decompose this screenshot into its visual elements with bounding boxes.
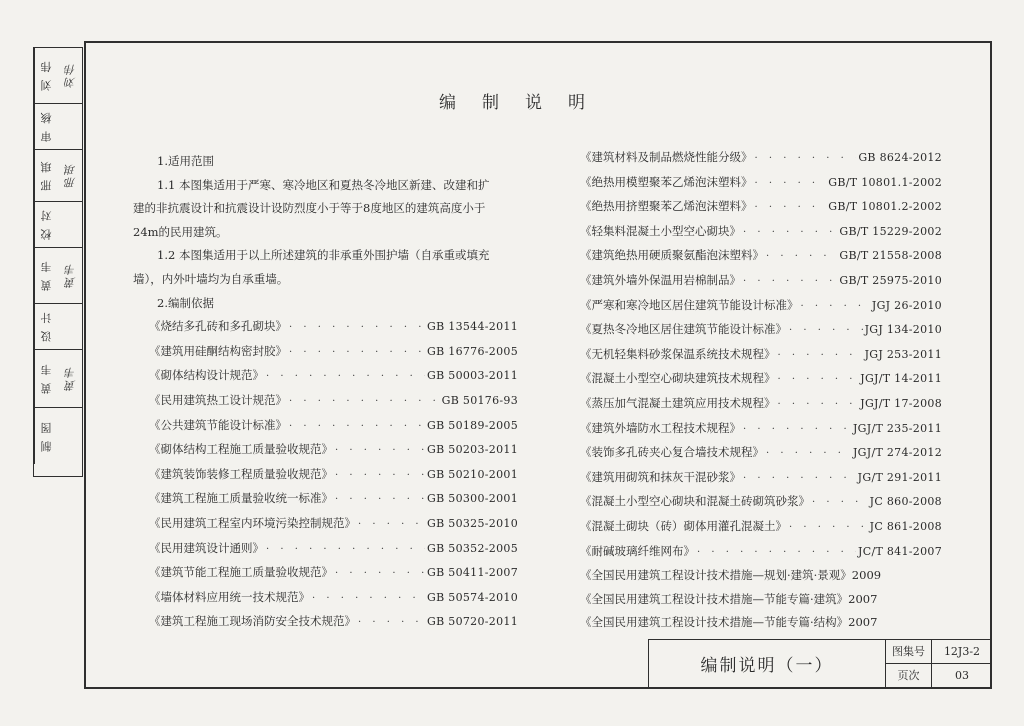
reference-name: 《无机轻集料砂浆保温系统技术规程》 (580, 346, 776, 361)
reference-item (133, 463, 518, 488)
reference-item (580, 490, 942, 515)
reference-code: GB 50720-2011 (427, 615, 518, 629)
reference-item (133, 537, 518, 562)
reference-name: 《混凝土小型空心砌块和混凝土砖砌筑砂浆》 (580, 494, 810, 509)
signature: 黄韦 (64, 262, 77, 289)
reference-code: GB 50003-2011 (427, 369, 518, 383)
signoff-role: 黄 韦 (34, 248, 59, 303)
reference-code: GB/T 15229-2002 (839, 224, 942, 238)
reference-item (133, 340, 518, 365)
reference-code: GB 50203-2011 (427, 443, 518, 457)
reference-code: GB 50176-93 (441, 393, 518, 407)
reference-item (580, 146, 942, 171)
reference-item (133, 487, 518, 512)
reference-name: 《绝热用挤塑聚苯乙烯泡沫塑料》 (580, 199, 753, 214)
reference-item (580, 515, 942, 540)
signoff-cell (34, 248, 82, 304)
leader-dots (755, 196, 827, 220)
reference-name: 《民用建筑工程室内环境污染控制规范》 (149, 515, 356, 530)
sheet-name: 编制说明（一） (649, 640, 886, 687)
reference-name: 《民用建筑热工设计规范》 (149, 392, 287, 407)
section-heading: 2.编制依据 (157, 295, 214, 310)
signoff-role: 刘 伟 (34, 48, 59, 103)
reference-item (580, 343, 942, 368)
reference-code: GB 50325-2010 (427, 516, 518, 530)
reference-item (580, 466, 942, 491)
leader-dots (755, 172, 827, 196)
reference-name: 《蒸压加气混凝土建筑应用技术规程》 (580, 395, 776, 410)
signature: 黄韦 (64, 365, 77, 392)
section-heading: 1.适用范围 (157, 154, 214, 168)
reference-item (133, 561, 518, 586)
page-title (0, 88, 1024, 113)
title-char: 说 (525, 93, 568, 113)
leader-dots (358, 611, 425, 635)
reference-item (580, 417, 942, 442)
reference-item (580, 294, 942, 319)
left-column (133, 150, 518, 635)
reference-item: 《全国民用建筑工程设计技术措施—节能专篇·建筑》2007 (580, 591, 878, 606)
reference-code: GB 50574-2010 (427, 590, 518, 604)
reference-list-left (133, 315, 518, 635)
leader-dots (335, 439, 425, 463)
signoff-role: 邢 琪 (34, 150, 59, 201)
reference-list-right (580, 146, 942, 564)
reference-name: 《混凝土小型空心砌块建筑技术规程》 (580, 371, 776, 386)
leader-dots (766, 245, 837, 269)
reference-name: 《烧结多孔砖和多孔砌块》 (149, 319, 287, 334)
leader-dots (289, 390, 440, 414)
reference-code: GB/T 21558-2008 (839, 249, 942, 263)
reference-name: 《混凝土砌块（砖）砌体用灌孔混凝土》 (580, 518, 787, 533)
atlas-value: 12J3-2 (932, 640, 992, 664)
reference-code: GB/T 10801.2-2002 (828, 200, 942, 214)
right-column (580, 146, 942, 635)
reference-code: JGJ/T 14-2011 (860, 372, 942, 386)
reference-name: 《严寒和寒冷地区居住建筑节能设计标准》 (580, 297, 799, 312)
page-label: 页次 (886, 664, 932, 688)
leader-dots (697, 541, 856, 565)
reference-code: GB 50210-2001 (427, 467, 518, 481)
reference-name: 《民用建筑设计通则》 (149, 540, 264, 555)
leader-dots (358, 513, 425, 537)
title-block-grid (886, 640, 992, 687)
reference-item (580, 367, 942, 392)
leader-dots (778, 344, 863, 368)
reference-item (580, 171, 942, 196)
reference-item: 《全国民用建筑工程设计技术措施—节能专篇·结构》2007 (580, 615, 878, 630)
reference-item (133, 315, 518, 340)
reference-code: JGJ/T 17-2008 (860, 396, 942, 410)
reference-code: GB 13544-2011 (427, 320, 518, 334)
leader-dots (801, 295, 870, 319)
signoff-cell (34, 202, 82, 248)
reference-item (133, 389, 518, 414)
reference-name: 《建筑用硅酮结构密封胶》 (149, 343, 287, 358)
reference-item (580, 195, 942, 220)
signature (59, 408, 82, 464)
reference-code: GB 50411-2007 (427, 566, 518, 580)
reference-item (133, 586, 518, 611)
reference-name: 《建筑外墙外保温用岩棉制品》 (580, 272, 741, 287)
leader-dots (789, 516, 868, 540)
leader-dots (743, 467, 856, 491)
signoff-cell (34, 304, 82, 350)
leader-dots (266, 538, 425, 562)
reference-code: JGJ 253-2011 (864, 347, 942, 361)
reference-name: 《装饰多孔砖夹心复合墙技术规程》 (580, 445, 764, 460)
reference-name: 《建筑节能工程施工质量验收规范》 (149, 565, 333, 580)
reference-code: JC/T 841-2007 (858, 544, 942, 558)
reference-name: 《建筑工程施工质量验收统一标准》 (149, 491, 333, 506)
signoff-role: 黄 韦 (34, 350, 59, 407)
signature: 邢琪 (64, 162, 77, 189)
reference-code: GB 50189-2005 (427, 418, 518, 432)
signoff-role: 制 图 (34, 408, 59, 464)
reference-code: GB/T 25975-2010 (839, 273, 942, 287)
reference-name: 《建筑绝热用硬质聚氨酯泡沫塑料》 (580, 248, 764, 263)
paragraph-line: 墙），内外叶墙均为自承重墙。 (133, 271, 289, 286)
reference-name: 《建筑装饰装修工程质量验收规范》 (149, 466, 333, 481)
reference-name: 《夏热冬冷地区居住建筑节能设计标准》 (580, 322, 787, 337)
leader-dots (335, 562, 425, 586)
reference-item (580, 441, 942, 466)
reference-item (580, 392, 942, 417)
signature (59, 304, 82, 349)
leader-dots (289, 316, 425, 340)
signature: 刘伟 (64, 62, 77, 89)
reference-item (133, 364, 518, 389)
signoff-role: 审 核 (34, 104, 59, 149)
reference-code: JGJ 134-2010 (864, 323, 942, 337)
signoff-role: 校 对 (34, 202, 59, 247)
reference-name: 《公共建筑节能设计标准》 (149, 417, 287, 432)
leader-dots (778, 368, 859, 392)
reference-item (133, 610, 518, 635)
reference-code: GB 8624-2012 (858, 151, 942, 164)
leader-dots (312, 587, 425, 611)
signoff-role: 设 计 (34, 304, 59, 349)
reference-name: 《建筑外墙防水工程技术规程》 (580, 420, 741, 435)
signoff-cell (34, 150, 82, 202)
title-char: 明 (568, 93, 611, 113)
reference-item (580, 318, 942, 343)
signoff-cell (34, 350, 82, 408)
reference-name: 《墙体材料应用统一技术规范》 (149, 589, 310, 604)
reference-item (133, 438, 518, 463)
leader-dots (778, 393, 859, 417)
reference-name: 《耐碱玻璃纤维网布》 (580, 543, 695, 558)
leader-dots (335, 464, 425, 488)
reference-item (133, 414, 518, 439)
leader-dots (289, 415, 425, 439)
reference-code: JC 860-2008 (869, 495, 942, 509)
reference-code: GB 50300-2001 (427, 492, 518, 506)
leader-dots (743, 221, 837, 245)
reference-code: JGJ 26-2010 (871, 298, 942, 312)
paragraph-line: 建的非抗震设计和抗震设计设防烈度小于等于8度地区的建筑高度小于 (133, 201, 486, 216)
reference-code: JG/T 291-2011 (857, 470, 942, 484)
reference-name: 《建筑用砌筑和抹灰干混砂浆》 (580, 469, 741, 484)
leader-dots (812, 491, 868, 515)
title-char: 编 (439, 93, 482, 113)
reference-item: 《全国民用建筑工程设计技术措施—规划·建筑·景观》2009 (580, 568, 882, 583)
leader-dots (743, 418, 851, 442)
reference-name: 《砌体结构设计规范》 (149, 368, 264, 383)
title-block (648, 639, 992, 687)
paragraph-line: 1.1 本图集适用于严寒、寒冷地区和夏热冬冷地区新建、改建和扩 (157, 177, 490, 192)
title-char: 制 (482, 93, 525, 113)
reference-name: 《砌体结构工程施工质量验收规范》 (149, 442, 333, 457)
reference-code: GB 16776-2005 (427, 344, 518, 358)
paragraph-line: 24m的民用建筑。 (133, 224, 228, 239)
leader-dots (766, 442, 851, 466)
leader-dots (335, 488, 425, 512)
reference-code: JC 861-2008 (869, 519, 942, 533)
page-value: 03 (955, 668, 969, 682)
reference-name: 《建筑工程施工现场消防安全技术规范》 (149, 614, 356, 629)
reference-code: JGJ/T 274-2012 (852, 446, 942, 460)
reference-item (133, 512, 518, 537)
leader-dots (789, 319, 863, 343)
signature (59, 202, 82, 247)
reference-item (580, 269, 942, 294)
reference-code: GB 50352-2005 (427, 541, 518, 555)
atlas-label: 图集号 (886, 640, 932, 664)
reference-name: 《轻集料混凝土小型空心砌块》 (580, 223, 741, 238)
reference-code: JGJ/T 235-2011 (852, 421, 942, 435)
reference-item (580, 540, 942, 565)
signoff-cell (34, 408, 82, 464)
paragraph-line: 1.2 本图集适用于以上所述建筑的非承重外围护墙（自承重或填充 (157, 248, 490, 263)
reference-item (580, 244, 942, 269)
reference-name: 《建筑材料及制品燃烧性能分级》 (580, 150, 753, 164)
leader-dots (755, 147, 857, 171)
reference-code: GB/T 10801.1-2002 (828, 175, 942, 189)
reference-name: 《绝热用模塑聚苯乙烯泡沫塑料》 (580, 174, 753, 189)
leader-dots (743, 270, 837, 294)
leader-dots (289, 341, 425, 365)
reference-item (580, 220, 942, 245)
leader-dots (266, 365, 425, 389)
